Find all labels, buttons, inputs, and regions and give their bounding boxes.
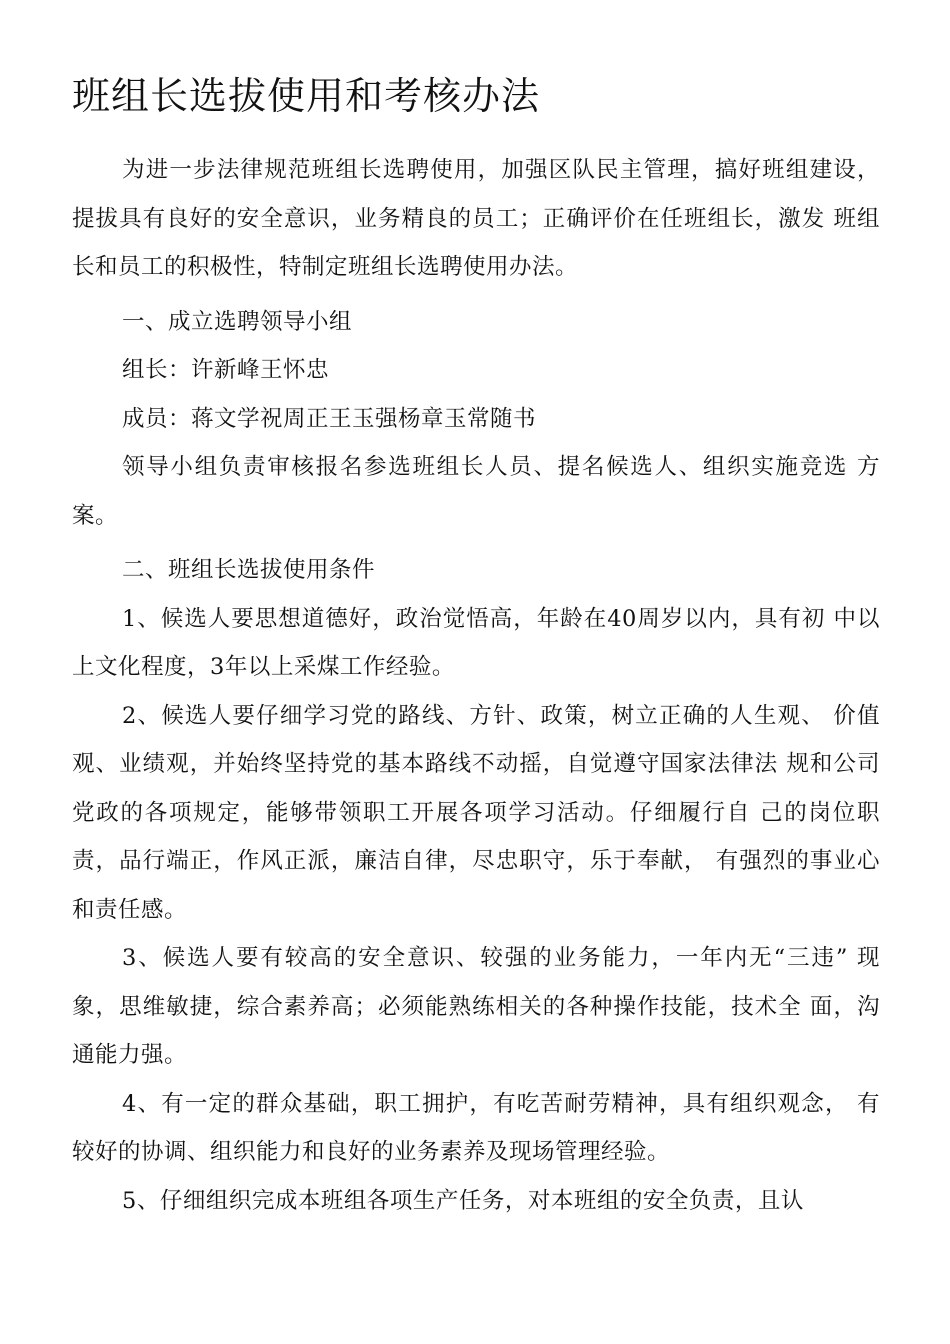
paragraph-intro: 为进一步法律规范班组长选聘使用，加强区队民主管理，搞好班组建设，提拔具有良好的安全意识，业务精良的员工；正确评价在任班组长，激发 班组长和员工的积极性，特制定班组长选聘使用办法。 [72,157,880,280]
paragraph-group-duty: 领导小组负责审核报名参选班组长人员、提名候选人、组织实施竞选 方案。 [72,454,880,529]
document-title: 班组长选拔使用和考核办法 [72,74,541,118]
condition-item-2: 2、候选人要仔细学习党的路线、方针、政策，树立正确的人生观、 价值观、业绩观，并始终坚持党的基本路线不动摇，自觉遵守国家法律法 规和公司党政的各项规定，能够带领职工开展各项学习活动。仔细履行自 己的岗位职责，品行端正，作风正派，廉洁自律，尽忠职守，乐于奉献， 有强烈的事业心和责任感。 [72,702,880,923]
condition-item-4: 4、有一定的群众基础，职工拥护，有吃苦耐劳精神，具有组织观念， 有较好的协调、组织能力和良好的业务素养及现场管理经验。 [72,1090,880,1165]
section-heading-1: 一、成立选聘领导小组 [122,308,353,335]
section-heading-2: 二、班组长选拔使用条件 [122,557,376,583]
condition-item-1: 1、候选人要思想道德好，政治觉悟高，年龄在40周岁以内，具有初 中以上文化程度，3年以上采煤工作经验。 [72,605,880,680]
condition-item-3: 3、候选人要有较高的安全意识、较强的业务能力，一年内无“三违” 现象，思维敏捷，综合素养高；必须能熟练相关的各种操作技能，技术全 面，沟通能力强。 [72,945,880,1068]
paragraph-members: 成员：蒋文学祝周正王玉强杨章玉常随书 [122,405,537,432]
paragraph-leader: 组长：许新峰王怀忠 [122,357,330,383]
condition-item-5: 5、仔细组织完成本班组各项生产任务，对本班组的安全负责，且认 [122,1187,804,1214]
